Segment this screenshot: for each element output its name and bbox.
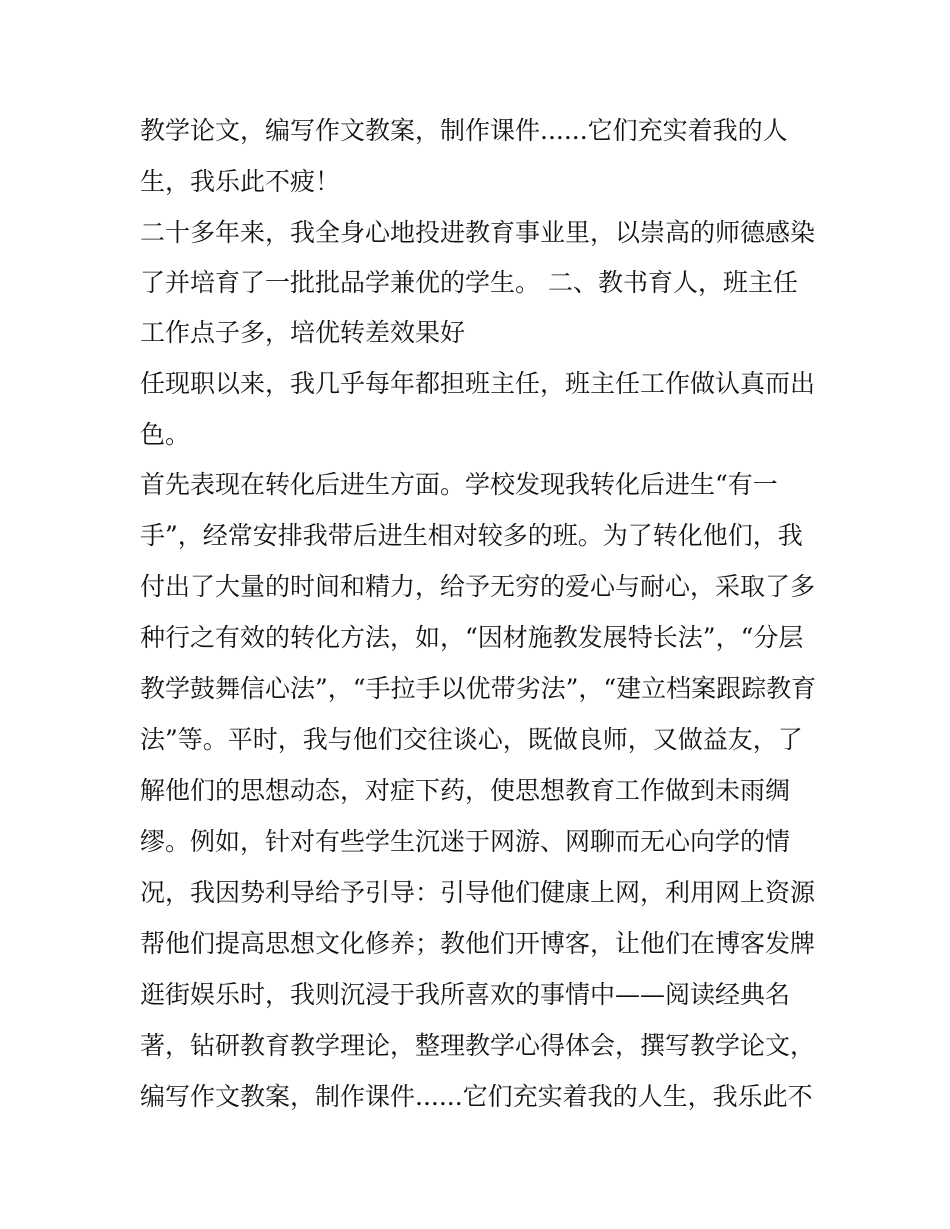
text-line: 逛街娱乐时，我则沉浸于我所喜欢的事情中——阅读经典名 [140,980,791,1009]
text-line: 教学鼓舞信心法”，“手拉手以优带劣法”，“建立档案跟踪教育 [140,674,817,703]
text-line: 况，我因势利导给予引导：引导他们健康上网，利用网上资源 [140,878,816,907]
text-line: 付出了大量的时间和精力，给予无穷的爱心与耐心，采取了多 [140,572,816,601]
text-line: 生，我乐此不疲！ [140,167,341,196]
text-line: 种行之有效的转化方法，如，“因材施教发展特长法”，“分层 [140,623,804,652]
text-line: 工作点子多，培优转差效果好 [140,318,466,347]
text-line: 解他们的思想动态，对症下药，使思想教育工作做到未雨绸 [140,776,791,805]
text-line: 了并培育了一批批品学兼优的学生。 二、教书育人，班主任 [140,268,798,297]
text-line: 缪。例如，针对有些学生沉迷于网游、网聊而无心向学的情 [140,827,791,856]
text-line: 手”，经常安排我带后进生相对较多的班。为了转化他们，我 [140,521,803,550]
text-line: 色。 [140,420,191,449]
text-line: 编写作文教案，制作课件......它们充实着我的人生，我乐此不 [140,1082,813,1111]
text-line: 首先表现在转化后进生方面。学校发现我转化后进生“有一 [140,470,778,499]
text-line: 教学论文，编写作文教案，制作课件......它们充实着我的人 [140,116,788,145]
text-line: 著，钻研教育教学理论，整理教学心得体会，撰写教学论文， [140,1031,816,1060]
text-line: 二十多年来，我全身心地投进教育事业里，以崇高的师德感染 [140,218,816,247]
text-line: 法”等。平时，我与他们交往谈心，既做良师，又做益友，了 [140,725,803,754]
text-line: 任现职以来，我几乎每年都担班主任，班主任工作做认真而出 [140,369,816,398]
text-line: 帮他们提高思想文化修养；教他们开博客，让他们在博客发牌 [140,929,816,958]
